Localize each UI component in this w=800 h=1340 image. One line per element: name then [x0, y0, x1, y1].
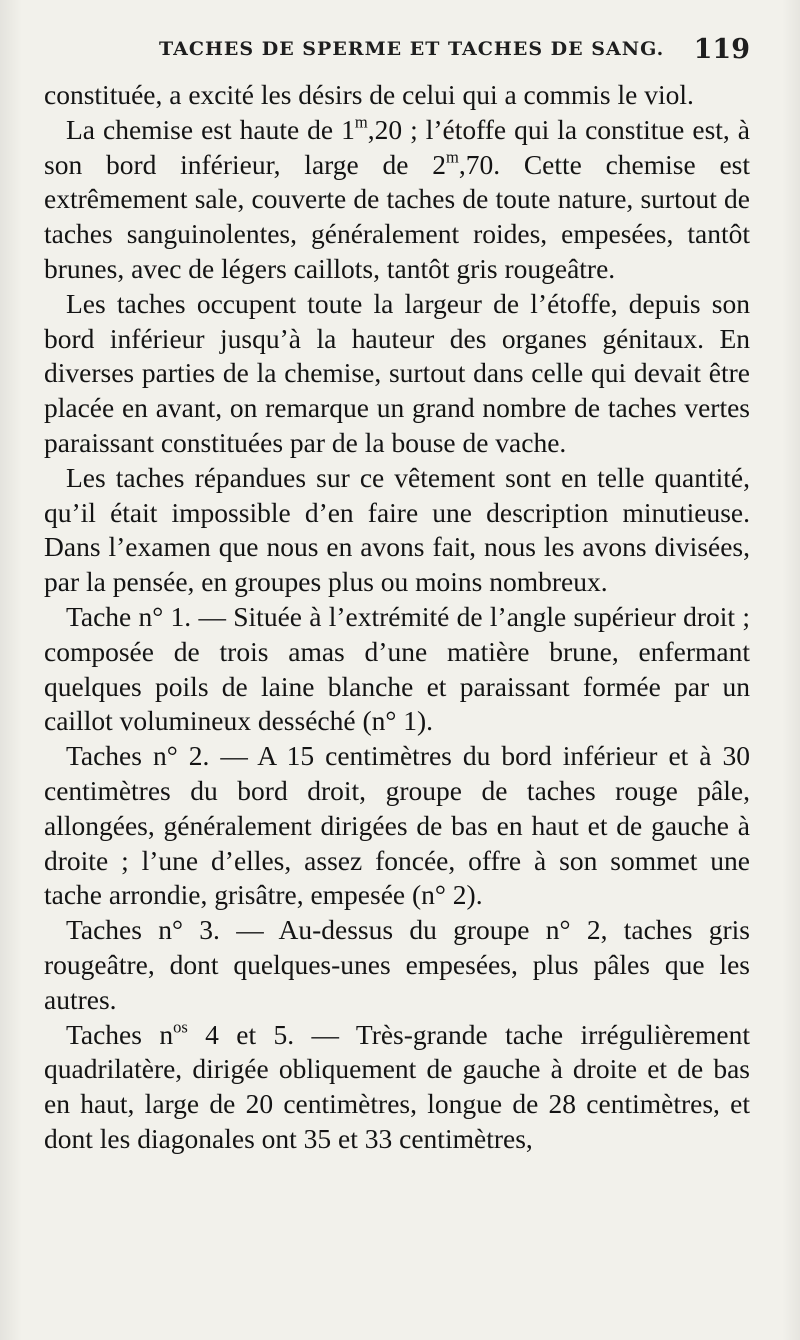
- paragraph: [44, 1018, 750, 1157]
- paragraph-text: Les taches occupent toute la largeur de l’étoffe, depuis son bord inférieur jusqu’à la hauteur des organes génitaux. En diverses parties de la chemise, surtout dans celle qui devait être placée en avant, on remarque un grand nombre de taches vertes paraissant constituées par de la bouse de vache.: [44, 287, 750, 458]
- paragraph: [44, 287, 750, 461]
- superscript-text: m: [445, 147, 459, 167]
- paragraph: [44, 739, 750, 913]
- paragraph-text: Tache n° 1. — Située à l’extrémité de l’angle supérieur droit ; composée de trois amas d’une matière brune, enfermant quelques poils de laine blanche et paraissant formée par un caillot volumineux desséché (n° 1).: [44, 600, 750, 737]
- paragraph-text: Les taches répandues sur ce vêtement sont en telle quantité, qu’il était impossible d’en faire une description minutieuse. Dans l’examen que nous en avons fait, nous les avons divisées, par la pensée, en groupes plus ou moins nombreux.: [44, 461, 750, 598]
- running-title: TACHES DE SPERME ET TACHES DE SANG.: [159, 38, 665, 60]
- page-number: 119: [693, 34, 750, 65]
- paragraph: [44, 113, 750, 287]
- superscript-text: os: [173, 1016, 188, 1036]
- paragraph-text: 4 et 5. — Très-grande tache irrégulièrement quadrilatère, dirigée obliquement de gauche à droite et de bas en haut, large de 20 centimètres, longue de 28 centimètres, et dont les diagonales ont 35 et 33 centimètres,: [44, 1018, 750, 1154]
- paragraph-text: La chemise est haute de 1: [66, 113, 355, 145]
- paragraph: [44, 461, 750, 600]
- paragraph-text: ,20 ; l’étoffe qui la constitue est, à son bord inférieur, large de 2: [44, 113, 750, 180]
- paragraph: [44, 600, 750, 739]
- running-head: [44, 34, 750, 68]
- paragraph-text: constituée, a excité les désirs de celui qui a commis le viol.: [44, 79, 694, 110]
- paragraph-text: Taches n° 3. — Au-dessus du groupe n° 2, taches gris rougeâtre, dont quelques-unes empesées, plus pâles que les autres.: [44, 914, 750, 1015]
- paragraph-text: Taches n: [66, 1018, 174, 1050]
- body-text: [44, 78, 750, 1157]
- paragraph: [44, 78, 750, 113]
- paragraph: [44, 913, 750, 1017]
- paragraph-text: ,70. Cette chemise est extrêmement sale, couverte de taches de toute nature, surtout de taches sanguinolentes, généralement roides, empesées, tantôt brunes, avec de légers caillots, tantôt gris rougeâtre.: [44, 148, 750, 284]
- superscript-text: m: [354, 112, 368, 132]
- paragraph-text: Taches n° 2. — A 15 centimètres du bord inférieur et à 30 centimètres du bord droit, groupe de taches rouge pâle, allongées, généralement dirigées de bas en haut et de gauche à droite ; l’une d’elles, assez foncée, offre à son sommet une tache arrondie, grisâtre, empesée (n° 2).: [44, 740, 750, 911]
